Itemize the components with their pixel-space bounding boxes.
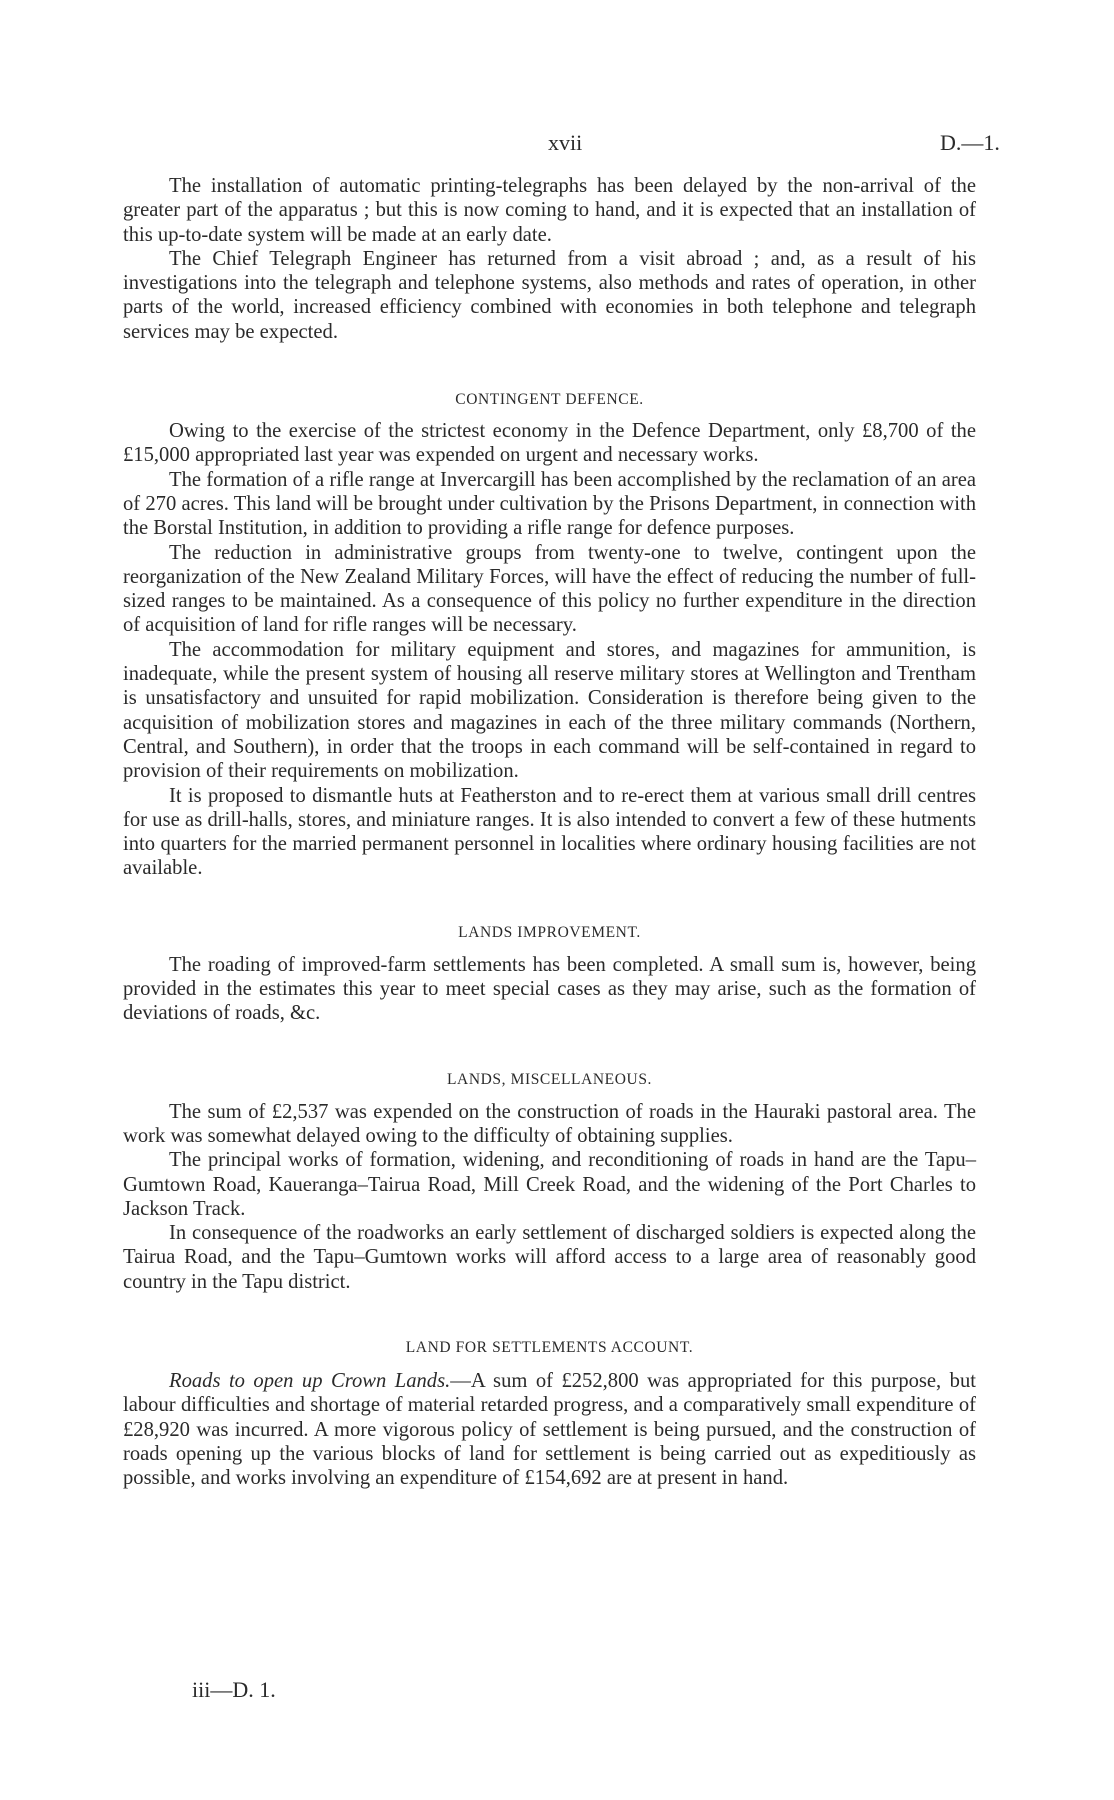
- section-heading: LANDS IMPROVEMENT.: [458, 923, 641, 941]
- section-heading: LAND FOR SETTLEMENTS ACCOUNT.: [405, 1338, 694, 1356]
- paragraph: The Chief Telegraph Engineer has returned from a visit abroad ; and, as a result of his investigations into the telegraph and telephone systems, also methods and rates of operation, in other parts of the world, increased efficiency combined with economies in both telephone and telegraph services may be expected.: [123, 247, 976, 343]
- section-heading: CONTINGENT DEFENCE.: [455, 391, 644, 409]
- paragraph: The formation of a rifle range at Invercargill has been accomplished by the reclamation of an area of 270 acres. This land will be brought under cultivation by the Prisons Department, in connection with the Borstal Institution, in addition to providing a rifle range for defence purposes.: [123, 468, 976, 540]
- document-reference: D.—1.: [940, 130, 1000, 155]
- paragraph-text: —A sum of £252,800 was appropriated for this purpose, but labour difficulties and shortage of material retarded progress, and a comparatively small expenditure of £28,920 was incurred. A more vigorous policy of settlement is being pursued, and the construction of roads opening up the various blocks of land for settlement is being carried out as expeditiously as possible, and works involving an expenditure of £154,692 are at present in hand.: [123, 1369, 976, 1490]
- section-land-for-settlements: [123, 1338, 976, 1490]
- document-body: [123, 174, 976, 1490]
- section-telegraph: [123, 174, 976, 344]
- page-number: xvii: [548, 130, 583, 155]
- paragraph: The roading of improved-farm settlements has been completed. A small sum is, however, being provided in the estimates this year to meet special cases as they may arise, such as the formation of deviations of roads, &c.: [123, 953, 976, 1025]
- signature-mark: iii—D. 1.: [192, 1677, 276, 1702]
- paragraph: The accommodation for military equipment and stores, and magazines for ammunition, is inadequate, while the present system of housing all reserve military stores at Wellington and Trentham is unsatisfactory and unsuited for rapid mobilization. Consideration is therefore being given to the acquisition of mobilization stores and magazines in each of the three military commands (Northern, Central, and Southern), in order that the troops in each command will be self-contained in regard to provision of their requirements on mobilization.: [123, 638, 976, 783]
- section-lands-miscellaneous: [123, 1070, 976, 1294]
- section-lands-improvement: [123, 923, 976, 1026]
- paragraph: The installation of automatic printing-telegraphs has been delayed by the non-arrival of the greater part of the apparatus ; but this is now coming to hand, and it is expected that an installation of this up-to-date system will be made at an early date.: [123, 175, 976, 246]
- paragraph: In consequence of the roadworks an early settlement of discharged soldiers is expected along the Tairua Road, and the Tapu–Gumtown works will afford access to a large area of reasonably good country in the Tapu district.: [123, 1222, 976, 1293]
- paragraph: The principal works of formation, widening, and reconditioning of roads in hand are the Tapu–Gumtown Road, Kaueranga–Tairua Road, Mill Creek Road, and the widening of the Port Charles to Jackson Track.: [123, 1149, 976, 1220]
- paragraph-lead-italic: Roads to open up Crown Lands.: [169, 1369, 451, 1392]
- section-contingent-defence: [123, 390, 976, 881]
- paragraph: Owing to the exercise of the strictest economy in the Defence Department, only £8,700 of the £15,000 appropriated last year was expended on urgent and necessary works.: [123, 420, 976, 467]
- paragraph: The reduction in administrative groups from twenty-one to twelve, contingent upon the reorganization of the New Zealand Military Forces, will have the effect of reducing the number of full-sized ranges to be maintained. As a consequence of this policy no further expenditure in the direction of acquisition of land for rifle ranges will be necessary.: [123, 541, 976, 637]
- section-heading: LANDS, MISCELLANEOUS.: [446, 1070, 653, 1088]
- paragraph: The sum of £2,537 was expended on the construction of roads in the Hauraki pastoral area. The work was somewhat delayed owing to the difficulty of obtaining supplies.: [123, 1100, 976, 1147]
- paragraph: It is proposed to dismantle huts at Featherston and to re-erect them at various small drill centres for use as drill-halls, stores, and miniature ranges. It is also intended to convert a few of these hutments into quarters for the married permanent personnel in localities where ordinary housing facilities are not available.: [123, 784, 976, 880]
- paragraph: [123, 1369, 976, 1490]
- page-header: [0, 130, 1114, 160]
